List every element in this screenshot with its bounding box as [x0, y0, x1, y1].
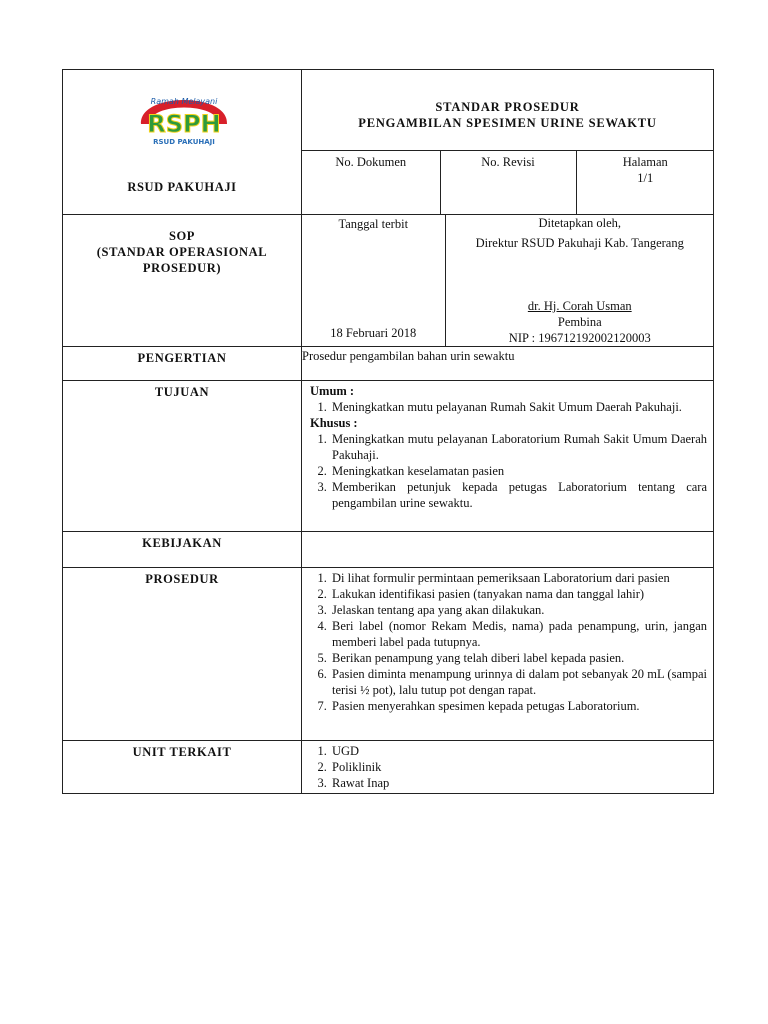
list-item: 4. Beri label (nomor Rekam Medis, nama) pada penampung, urin, jangan memberi label pada tutupnya.: [330, 618, 707, 650]
document-title: [302, 70, 713, 131]
prosedur-list: [302, 568, 713, 714]
tanggal-date: 18 Februari 2018: [330, 326, 417, 340]
kebijakan-content-cell: [302, 532, 714, 568]
tujuan-content-cell: [302, 381, 714, 532]
hospital-name: RSUD PAKUHAJI: [127, 180, 237, 194]
ditetapkan-jabatan: Direktur RSUD Pakuhaji Kab. Tangerang: [475, 236, 684, 250]
doc-meta-table: [302, 151, 714, 214]
sop-line-2: (STANDAR OPERASIONAL: [96, 245, 268, 259]
no-revisi-label: No. Revisi: [481, 155, 535, 169]
tujuan-khusus-list: [302, 431, 713, 511]
ditetapkan-label: Ditetapkan oleh,: [538, 216, 622, 230]
list-item: 1. Meningkatkan mutu pelayanan Laboratorium Rumah Sakit Umum Daerah Pakuhaji.: [330, 431, 707, 463]
list-item: 2. Poliklinik: [330, 759, 707, 775]
list-item: 2. Meningkatkan keselamatan pasien: [330, 463, 707, 479]
sop-table: [62, 69, 714, 794]
ditetapkan-nip: NIP : 196712192002120003: [508, 331, 651, 345]
list-item: 3. Jelaskan tentang apa yang akan dilakukan.: [330, 602, 707, 618]
halaman-value: 1/1: [637, 171, 654, 185]
ditetapkan-cell: [445, 215, 714, 346]
doc-meta-cell: [302, 151, 714, 215]
logo-cell: [63, 70, 302, 215]
pengertian-label: PENGERTIAN: [137, 351, 227, 365]
list-item: 6. Pasien diminta menampung urinnya di dalam pot sebanyak 20 mL (sampai terisi ½ pot), lalu tutup pot dengan rapat.: [330, 666, 707, 698]
no-revisi-cell: [440, 151, 576, 214]
sop-label-cell: [63, 215, 302, 347]
list-item: 2. Lakukan identifikasi pasien (tanyakan nama dan tanggal lahir): [330, 586, 707, 602]
issue-cell: [302, 215, 714, 347]
logo-mark: RSPH: [147, 110, 221, 138]
unit-terkait-content-cell: [302, 741, 714, 794]
unit-terkait-label-cell: [63, 741, 302, 794]
halaman-cell: [576, 151, 714, 214]
pengertian-label-cell: [63, 347, 302, 381]
list-item: 3. Memberikan petunjuk kepada petugas Laboratorium tentang cara pengambilan urine sewaktu.: [330, 479, 707, 511]
no-dokumen-label: No. Dokumen: [335, 155, 407, 169]
list-item: 1. UGD: [330, 743, 707, 759]
pengertian-text: Prosedur pengambilan bahan urin sewaktu: [302, 349, 515, 363]
prosedur-label-cell: [63, 568, 302, 741]
unit-terkait-list: [302, 741, 713, 791]
sop-line-3: PROSEDUR): [142, 261, 222, 275]
title-cell: [302, 70, 714, 151]
pengertian-text-cell: [302, 347, 714, 381]
list-item: 1. Di lihat formulir permintaan pemeriksaan Laboratorium dari pasien: [330, 570, 707, 586]
tujuan-umum-list: [302, 399, 713, 415]
tanggal-label: Tanggal terbit: [338, 217, 409, 231]
prosedur-label: PROSEDUR: [145, 572, 219, 586]
list-item: 3. Rawat Inap: [330, 775, 707, 791]
list-item: 1. Meningkatkan mutu pelayanan Rumah Sakit Umum Daerah Pakuhaji.: [330, 399, 707, 415]
prosedur-content-cell: [302, 568, 714, 741]
tanggal-cell: [302, 215, 445, 346]
no-dokumen-cell: [302, 151, 440, 214]
sop-document: [62, 69, 713, 794]
kebijakan-label: KEBIJAKAN: [142, 536, 222, 550]
sop-line-1: SOP: [168, 229, 196, 243]
logo-caption: RSUD PAKUHAJI: [153, 138, 215, 146]
tujuan-label: TUJUAN: [154, 385, 210, 399]
ditetapkan-pangkat: Pembina: [557, 315, 602, 329]
list-item: 5. Berikan penampung yang telah diberi label kepada pasien.: [330, 650, 707, 666]
list-item: 7. Pasien menyerahkan spesimen kepada petugas Laboratorium.: [330, 698, 707, 714]
hospital-logo: [135, 80, 233, 152]
sop-label: [63, 215, 301, 276]
tujuan-khusus-label: Khusus :: [310, 416, 358, 430]
kebijakan-label-cell: [63, 532, 302, 568]
title-line-1: STANDAR PROSEDUR: [435, 100, 580, 114]
logo-arc-text: Ramah Melayani: [150, 97, 218, 106]
halaman-label: Halaman: [622, 155, 668, 169]
tujuan-umum-label: Umum :: [310, 384, 355, 398]
issue-table: [302, 215, 714, 346]
unit-terkait-label: UNIT TERKAIT: [132, 745, 232, 759]
tujuan-label-cell: [63, 381, 302, 532]
ditetapkan-nama: dr. Hj. Corah Usman: [527, 299, 632, 313]
title-line-2: PENGAMBILAN SPESIMEN URINE SEWAKTU: [358, 116, 657, 130]
